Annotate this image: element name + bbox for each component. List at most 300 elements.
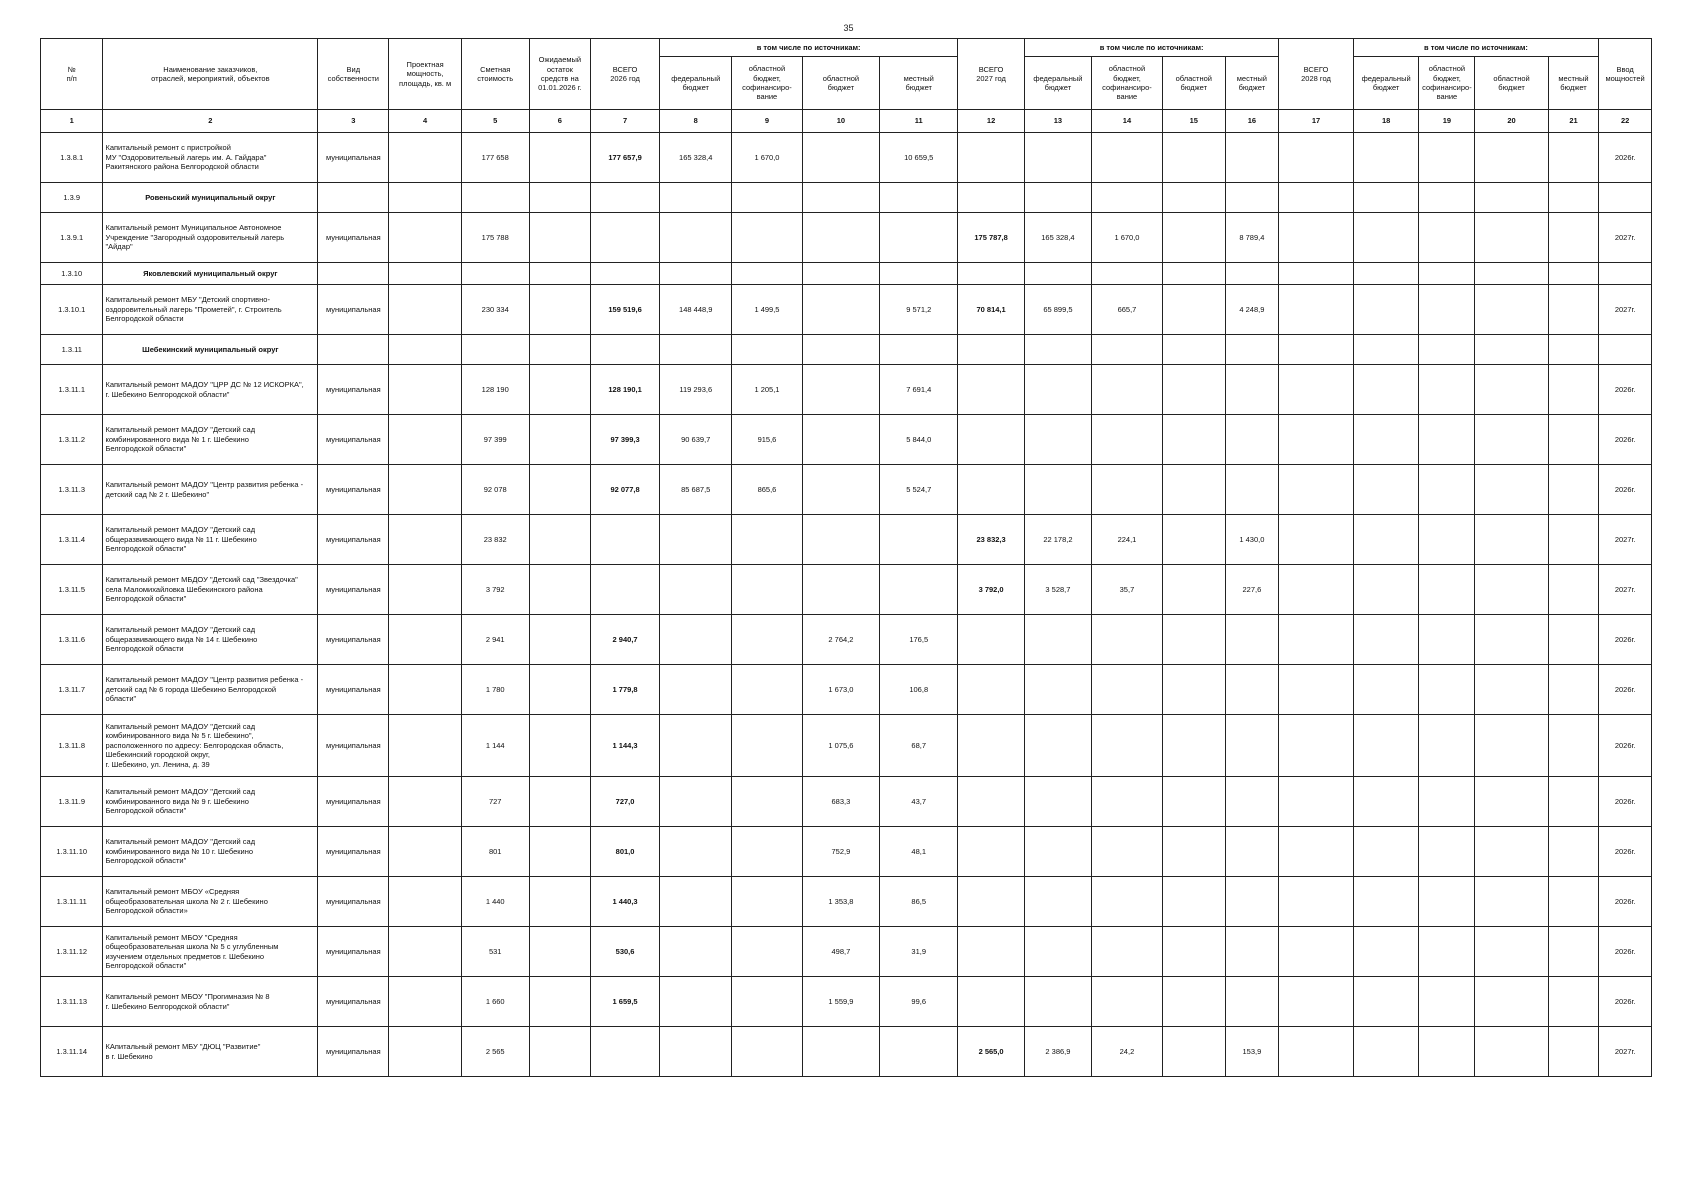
federal-2026 — [660, 977, 732, 1027]
column-number: 2 — [103, 110, 318, 133]
total-2026: 92 077,8 — [591, 465, 660, 515]
empty-cell — [1163, 183, 1225, 213]
expected-balance — [529, 927, 590, 977]
total-2027 — [958, 877, 1025, 927]
total-2027: 175 787,8 — [958, 213, 1025, 263]
ownership: муниципальная — [318, 927, 389, 977]
column-number: 20 — [1475, 110, 1548, 133]
federal-2027 — [1025, 715, 1092, 777]
federal-2028 — [1353, 927, 1419, 977]
local-2026: 106,8 — [880, 665, 958, 715]
local-2026: 43,7 — [880, 777, 958, 827]
empty-cell — [1353, 263, 1419, 285]
regional-2027 — [1163, 365, 1225, 415]
total-2027 — [958, 777, 1025, 827]
total-2028 — [1279, 827, 1354, 877]
header-federal-2026: федеральный бюджет — [660, 57, 732, 110]
regional-cofin-2026: 1 205,1 — [732, 365, 802, 415]
commissioning-year: 2026г. — [1599, 365, 1652, 415]
regional-cofin-2028 — [1419, 365, 1475, 415]
header-local-2026: местный бюджет — [880, 57, 958, 110]
header-commissioning: Ввод мощностей — [1599, 39, 1652, 110]
regional-cofin-2026 — [732, 827, 802, 877]
total-2028 — [1279, 365, 1354, 415]
total-2028 — [1279, 565, 1354, 615]
local-2027 — [1225, 777, 1279, 827]
header-regional-2028: областной бюджет — [1475, 57, 1548, 110]
regional-2026: 1 075,6 — [802, 715, 880, 777]
empty-cell — [1475, 263, 1548, 285]
local-2026: 9 571,2 — [880, 285, 958, 335]
regional-2026: 752,9 — [802, 827, 880, 877]
local-2028 — [1548, 715, 1598, 777]
federal-2026 — [660, 213, 732, 263]
row-number: 1.3.11.14 — [41, 1027, 103, 1077]
column-number: 18 — [1353, 110, 1419, 133]
federal-2028 — [1353, 285, 1419, 335]
regional-cofin-2027: 24,2 — [1091, 1027, 1162, 1077]
total-2026: 177 657,9 — [591, 133, 660, 183]
empty-cell — [802, 183, 880, 213]
expected-balance — [529, 465, 590, 515]
capacity — [389, 615, 461, 665]
table-row — [41, 715, 1652, 777]
object-name: Капитальный ремонт МБОУ "Средняя общеобразовательная школа № 5 с углубленным изучением отдельных предметов г. Шебекино Белгородской области" — [103, 927, 318, 977]
object-name: Капитальный ремонт МАДОУ "Детский сад комбинированного вида № 1 г. Шебекино Белгородской области" — [103, 415, 318, 465]
empty-cell — [1091, 183, 1162, 213]
column-number: 7 — [591, 110, 660, 133]
regional-cofin-2027 — [1091, 877, 1162, 927]
empty-cell — [1091, 335, 1162, 365]
federal-2028 — [1353, 465, 1419, 515]
regional-cofin-2027: 224,1 — [1091, 515, 1162, 565]
empty-cell — [732, 183, 802, 213]
total-2028 — [1279, 927, 1354, 977]
federal-2028 — [1353, 777, 1419, 827]
total-2027: 23 832,3 — [958, 515, 1025, 565]
regional-2026: 1 673,0 — [802, 665, 880, 715]
local-2027 — [1225, 365, 1279, 415]
total-2027 — [958, 977, 1025, 1027]
empty-cell — [732, 335, 802, 365]
table-row — [41, 465, 1652, 515]
federal-2028 — [1353, 133, 1419, 183]
column-number: 1 — [41, 110, 103, 133]
regional-2027 — [1163, 133, 1225, 183]
object-name: Капитальный ремонт МБОУ "Прогимназия № 8 г. Шебекино Белгородской области" — [103, 977, 318, 1027]
regional-2027 — [1163, 977, 1225, 1027]
ownership: муниципальная — [318, 515, 389, 565]
federal-2027: 22 178,2 — [1025, 515, 1092, 565]
header-regional-cofin-2026: областной бюджет, софинансиро- вание — [732, 57, 802, 110]
commissioning-year: 2026г. — [1599, 877, 1652, 927]
capacity — [389, 515, 461, 565]
total-2027 — [958, 415, 1025, 465]
regional-cofin-2027: 35,7 — [1091, 565, 1162, 615]
ownership: муниципальная — [318, 133, 389, 183]
ownership: муниципальная — [318, 565, 389, 615]
empty-cell — [318, 183, 389, 213]
regional-2028 — [1475, 415, 1548, 465]
ownership: муниципальная — [318, 665, 389, 715]
empty-cell — [1025, 183, 1092, 213]
total-2028 — [1279, 515, 1354, 565]
expected-balance — [529, 365, 590, 415]
capacity — [389, 133, 461, 183]
regional-cofin-2028 — [1419, 133, 1475, 183]
empty-cell — [389, 263, 461, 285]
regional-2028 — [1475, 665, 1548, 715]
expected-balance — [529, 827, 590, 877]
federal-2026 — [660, 615, 732, 665]
estimate: 128 190 — [461, 365, 529, 415]
federal-2028 — [1353, 415, 1419, 465]
estimate: 23 832 — [461, 515, 529, 565]
total-2026 — [591, 213, 660, 263]
header-num: № п/п — [41, 39, 103, 110]
total-2027: 3 792,0 — [958, 565, 1025, 615]
total-2028 — [1279, 715, 1354, 777]
regional-2028 — [1475, 877, 1548, 927]
federal-2028 — [1353, 365, 1419, 415]
empty-cell — [529, 263, 590, 285]
regional-2027 — [1163, 565, 1225, 615]
federal-2028 — [1353, 1027, 1419, 1077]
federal-2026 — [660, 1027, 732, 1077]
regional-cofin-2026: 915,6 — [732, 415, 802, 465]
total-2026: 1 659,5 — [591, 977, 660, 1027]
empty-cell — [1548, 335, 1598, 365]
column-number: 11 — [880, 110, 958, 133]
regional-2027 — [1163, 515, 1225, 565]
local-2028 — [1548, 515, 1598, 565]
regional-2027 — [1163, 877, 1225, 927]
empty-cell — [802, 335, 880, 365]
capacity — [389, 977, 461, 1027]
total-2027 — [958, 465, 1025, 515]
regional-cofin-2028 — [1419, 285, 1475, 335]
capacity — [389, 565, 461, 615]
total-2027 — [958, 665, 1025, 715]
header-estimate: Сметная стоимость — [461, 39, 529, 110]
estimate: 92 078 — [461, 465, 529, 515]
federal-2026: 165 328,4 — [660, 133, 732, 183]
empty-cell — [318, 263, 389, 285]
regional-2028 — [1475, 285, 1548, 335]
regional-cofin-2026 — [732, 1027, 802, 1077]
section-row — [41, 263, 1652, 285]
section-title: Яковлевский муниципальный округ — [103, 263, 318, 285]
commissioning-year: 2027г. — [1599, 213, 1652, 263]
header-name: Наименование заказчиков, отраслей, мероприятий, объектов — [103, 39, 318, 110]
ownership: муниципальная — [318, 977, 389, 1027]
capacity — [389, 777, 461, 827]
column-number: 6 — [529, 110, 590, 133]
regional-2026 — [802, 133, 880, 183]
local-2028 — [1548, 977, 1598, 1027]
total-2028 — [1279, 615, 1354, 665]
regional-cofin-2026 — [732, 877, 802, 927]
regional-cofin-2027: 1 670,0 — [1091, 213, 1162, 263]
header-regional-cofin-2027: областной бюджет, софинансиро- вание — [1091, 57, 1162, 110]
ownership: муниципальная — [318, 213, 389, 263]
estimate: 727 — [461, 777, 529, 827]
section-row — [41, 335, 1652, 365]
local-2028 — [1548, 133, 1598, 183]
federal-2027 — [1025, 927, 1092, 977]
estimate: 177 658 — [461, 133, 529, 183]
regional-2026: 683,3 — [802, 777, 880, 827]
capacity — [389, 665, 461, 715]
empty-cell — [880, 263, 958, 285]
row-number: 1.3.11.9 — [41, 777, 103, 827]
local-2028 — [1548, 365, 1598, 415]
commissioning-year: 2027г. — [1599, 515, 1652, 565]
federal-2028 — [1353, 827, 1419, 877]
total-2028 — [1279, 665, 1354, 715]
regional-cofin-2026 — [732, 615, 802, 665]
table-row — [41, 415, 1652, 465]
empty-cell — [461, 183, 529, 213]
regional-cofin-2027 — [1091, 465, 1162, 515]
header-total-2026: ВСЕГО 2026 год — [591, 39, 660, 110]
federal-2026 — [660, 565, 732, 615]
regional-cofin-2028 — [1419, 465, 1475, 515]
federal-2026: 90 639,7 — [660, 415, 732, 465]
estimate: 1 660 — [461, 977, 529, 1027]
regional-2026 — [802, 213, 880, 263]
row-number: 1.3.10 — [41, 263, 103, 285]
total-2028 — [1279, 415, 1354, 465]
local-2027 — [1225, 465, 1279, 515]
empty-cell — [461, 335, 529, 365]
regional-cofin-2028 — [1419, 1027, 1475, 1077]
regional-cofin-2028 — [1419, 565, 1475, 615]
object-name: Капитальный ремонт МБДОУ "Детский сад "Звездочка" села Маломихайловка Шебекинского района Белгородской области" — [103, 565, 318, 615]
regional-2027 — [1163, 665, 1225, 715]
empty-cell — [958, 263, 1025, 285]
empty-cell — [389, 183, 461, 213]
federal-2028 — [1353, 715, 1419, 777]
capacity — [389, 213, 461, 263]
regional-2026: 1 353,8 — [802, 877, 880, 927]
table-row — [41, 827, 1652, 877]
row-number: 1.3.11.5 — [41, 565, 103, 615]
empty-cell — [1279, 335, 1354, 365]
empty-cell — [1548, 263, 1598, 285]
regional-cofin-2027 — [1091, 777, 1162, 827]
section-title: Шебекинский муниципальный округ — [103, 335, 318, 365]
total-2026: 1 440,3 — [591, 877, 660, 927]
federal-2026 — [660, 827, 732, 877]
federal-2027 — [1025, 365, 1092, 415]
regional-cofin-2026 — [732, 665, 802, 715]
commissioning-year: 2027г. — [1599, 565, 1652, 615]
federal-2026: 119 293,6 — [660, 365, 732, 415]
local-2026: 10 659,5 — [880, 133, 958, 183]
table-row — [41, 665, 1652, 715]
header-expected-balance: Ожидаемый остаток средств на 01.01.2026 г. — [529, 39, 590, 110]
table-body — [41, 133, 1652, 1077]
regional-2026 — [802, 285, 880, 335]
regional-2026 — [802, 365, 880, 415]
column-number: 15 — [1163, 110, 1225, 133]
local-2027 — [1225, 927, 1279, 977]
total-2027 — [958, 715, 1025, 777]
local-2028 — [1548, 465, 1598, 515]
empty-cell — [461, 263, 529, 285]
ownership: муниципальная — [318, 715, 389, 777]
commissioning-year: 2027г. — [1599, 1027, 1652, 1077]
header-regional-2027: областной бюджет — [1163, 57, 1225, 110]
commissioning-year: 2026г. — [1599, 415, 1652, 465]
local-2027 — [1225, 133, 1279, 183]
regional-2027 — [1163, 827, 1225, 877]
federal-2028 — [1353, 213, 1419, 263]
regional-2028 — [1475, 827, 1548, 877]
header-regional-cofin-2028: областной бюджет, софинансиро- вание — [1419, 57, 1475, 110]
regional-cofin-2028 — [1419, 615, 1475, 665]
header-local-2027: местный бюджет — [1225, 57, 1279, 110]
local-2027 — [1225, 615, 1279, 665]
column-number: 13 — [1025, 110, 1092, 133]
local-2027 — [1225, 415, 1279, 465]
local-2027: 4 248,9 — [1225, 285, 1279, 335]
column-number: 21 — [1548, 110, 1598, 133]
empty-cell — [880, 183, 958, 213]
local-2026 — [880, 213, 958, 263]
commissioning-year: 2026г. — [1599, 465, 1652, 515]
header-local-2028: местный бюджет — [1548, 57, 1598, 110]
ownership: муниципальная — [318, 615, 389, 665]
local-2027: 8 789,4 — [1225, 213, 1279, 263]
regional-2027 — [1163, 615, 1225, 665]
regional-cofin-2026 — [732, 715, 802, 777]
federal-2026 — [660, 927, 732, 977]
expected-balance — [529, 777, 590, 827]
table-row — [41, 777, 1652, 827]
local-2028 — [1548, 877, 1598, 927]
total-2028 — [1279, 285, 1354, 335]
column-number: 4 — [389, 110, 461, 133]
regional-2028 — [1475, 615, 1548, 665]
column-number: 17 — [1279, 110, 1354, 133]
empty-cell — [1163, 263, 1225, 285]
column-number: 16 — [1225, 110, 1279, 133]
regional-cofin-2026: 865,6 — [732, 465, 802, 515]
regional-cofin-2026 — [732, 515, 802, 565]
row-number: 1.3.11.11 — [41, 877, 103, 927]
estimate: 2 565 — [461, 1027, 529, 1077]
column-number: 9 — [732, 110, 802, 133]
local-2027: 1 430,0 — [1225, 515, 1279, 565]
header-ownership: Вид собственности — [318, 39, 389, 110]
regional-cofin-2028 — [1419, 515, 1475, 565]
local-2028 — [1548, 827, 1598, 877]
commissioning-year: 2026г. — [1599, 927, 1652, 977]
expected-balance — [529, 977, 590, 1027]
regional-cofin-2027 — [1091, 977, 1162, 1027]
column-number: 19 — [1419, 110, 1475, 133]
total-2027: 70 814,1 — [958, 285, 1025, 335]
ownership: муниципальная — [318, 1027, 389, 1077]
header-sources-2028: в том числе по источникам: — [1353, 39, 1598, 57]
expected-balance — [529, 415, 590, 465]
ownership: муниципальная — [318, 827, 389, 877]
page-number: 35 — [843, 23, 854, 33]
empty-cell — [660, 263, 732, 285]
federal-2028 — [1353, 665, 1419, 715]
object-name: Капитальный ремонт МАДОУ "Детский сад комбинированного вида № 10 г. Шебекино Белгородской области" — [103, 827, 318, 877]
total-2026: 1 779,8 — [591, 665, 660, 715]
row-number: 1.3.11.7 — [41, 665, 103, 715]
local-2028 — [1548, 615, 1598, 665]
regional-2027 — [1163, 777, 1225, 827]
regional-cofin-2028 — [1419, 715, 1475, 777]
object-name: Капитальный ремонт МАДОУ "Центр развития ребенка - детский сад № 2 г. Шебекино" — [103, 465, 318, 515]
total-2028 — [1279, 877, 1354, 927]
capacity — [389, 715, 461, 777]
empty-cell — [1475, 335, 1548, 365]
total-2027: 2 565,0 — [958, 1027, 1025, 1077]
commissioning-year: 2026г. — [1599, 133, 1652, 183]
federal-2027 — [1025, 133, 1092, 183]
regional-cofin-2026: 1 670,0 — [732, 133, 802, 183]
column-number: 5 — [461, 110, 529, 133]
regional-cofin-2027 — [1091, 927, 1162, 977]
investment-program-table — [40, 38, 1652, 1077]
local-2026 — [880, 1027, 958, 1077]
column-number: 3 — [318, 110, 389, 133]
regional-2026: 2 764,2 — [802, 615, 880, 665]
total-2028 — [1279, 213, 1354, 263]
row-number: 1.3.11.6 — [41, 615, 103, 665]
header-regional-2026: областной бюджет — [802, 57, 880, 110]
empty-cell — [1091, 263, 1162, 285]
object-name: Капитальный ремонт МАДОУ "Центр развития ребенка - детский сад № 6 города Шебекино Белгородской области" — [103, 665, 318, 715]
empty-cell — [958, 183, 1025, 213]
empty-cell — [1353, 183, 1419, 213]
empty-cell — [1025, 335, 1092, 365]
empty-cell — [958, 335, 1025, 365]
total-2027 — [958, 827, 1025, 877]
regional-2028 — [1475, 515, 1548, 565]
expected-balance — [529, 133, 590, 183]
estimate: 230 334 — [461, 285, 529, 335]
regional-2026 — [802, 465, 880, 515]
federal-2027 — [1025, 615, 1092, 665]
total-2026: 801,0 — [591, 827, 660, 877]
row-number: 1.3.11.13 — [41, 977, 103, 1027]
federal-2027: 3 528,7 — [1025, 565, 1092, 615]
local-2026: 5 524,7 — [880, 465, 958, 515]
regional-2027 — [1163, 715, 1225, 777]
local-2028 — [1548, 1027, 1598, 1077]
empty-cell — [529, 183, 590, 213]
regional-2028 — [1475, 715, 1548, 777]
commissioning-year: 2026г. — [1599, 777, 1652, 827]
regional-2028 — [1475, 465, 1548, 515]
section-row — [41, 183, 1652, 213]
total-2026: 727,0 — [591, 777, 660, 827]
regional-2026 — [802, 515, 880, 565]
estimate: 1 144 — [461, 715, 529, 777]
regional-2026: 498,7 — [802, 927, 880, 977]
estimate: 3 792 — [461, 565, 529, 615]
regional-cofin-2026 — [732, 213, 802, 263]
empty-cell — [1279, 263, 1354, 285]
capacity — [389, 927, 461, 977]
